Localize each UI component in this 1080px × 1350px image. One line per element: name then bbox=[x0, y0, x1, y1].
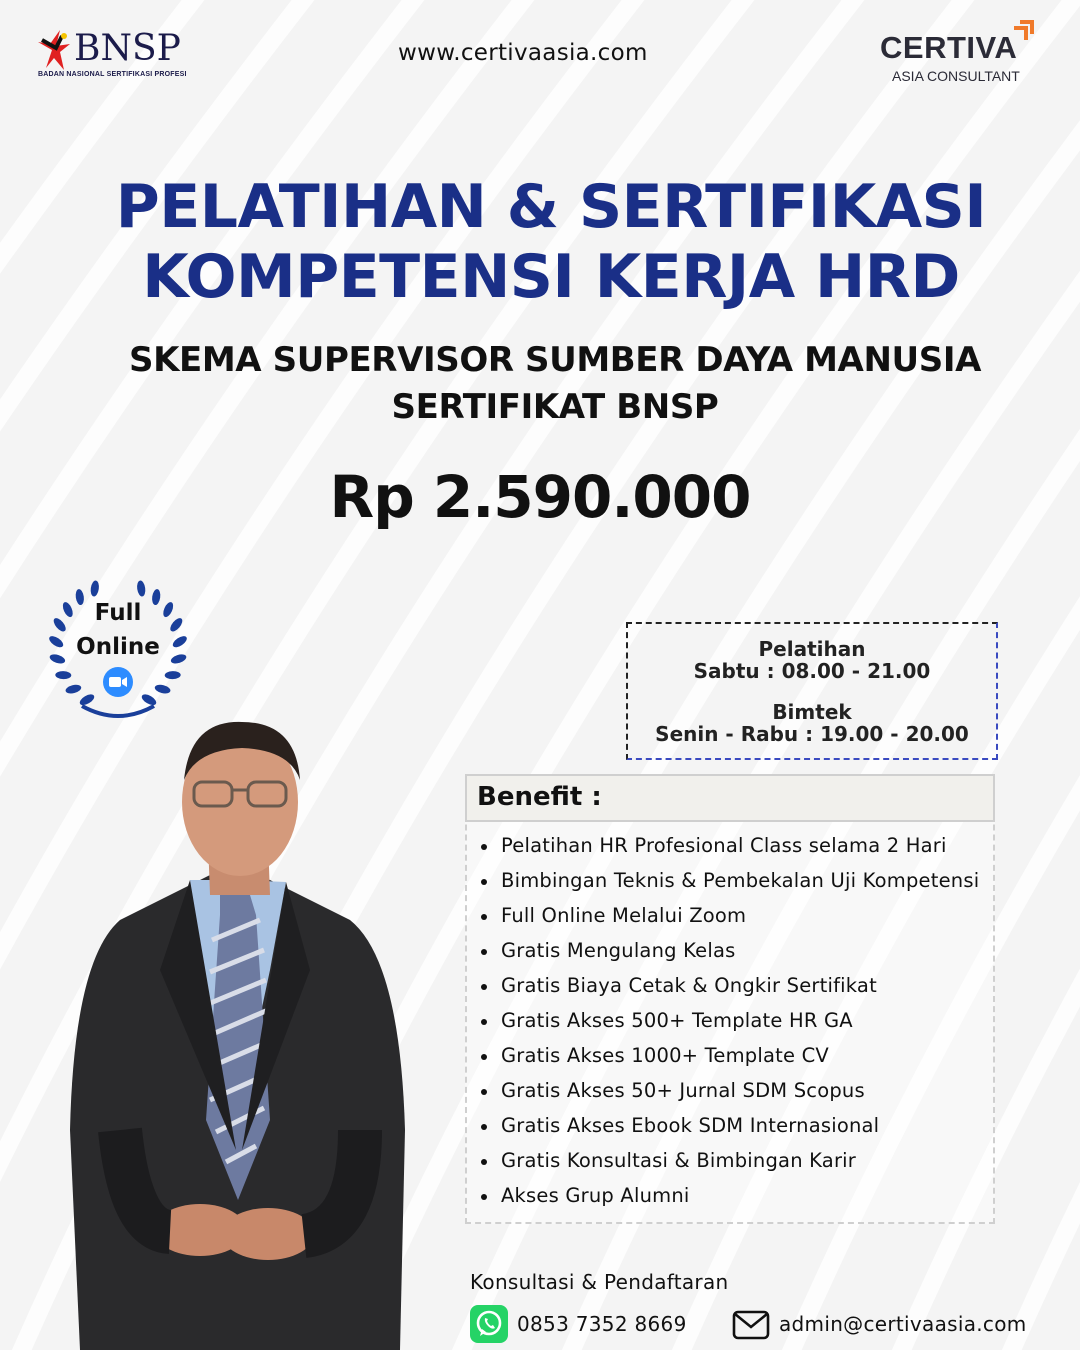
badge-line-1: Full bbox=[94, 600, 142, 626]
bnsp-logo-text: BNSP bbox=[74, 28, 181, 69]
laurel-leaf bbox=[165, 671, 181, 680]
list-item: Gratis Akses 500+ Template HR GA bbox=[481, 1007, 979, 1042]
bnsp-emblem-icon bbox=[34, 28, 74, 74]
list-item: Gratis Akses 1000+ Template CV bbox=[481, 1042, 979, 1077]
laurel-leaf bbox=[78, 692, 96, 707]
benefit-header bbox=[465, 774, 995, 822]
schedule-box bbox=[626, 622, 998, 760]
list-item: Gratis Konsultasi & Bimbingan Karir bbox=[481, 1147, 979, 1182]
email-address[interactable]: admin@certivaasia.com bbox=[779, 1312, 1027, 1336]
laurel-leaf bbox=[154, 683, 171, 695]
certiva-tagline: ASIA CONSULTANT bbox=[892, 68, 1020, 84]
full-online-badge bbox=[42, 580, 194, 720]
list-item: Full Online Melalui Zoom bbox=[481, 902, 979, 937]
subheadline-line-2: SERTIFIKAT BNSP bbox=[391, 387, 719, 427]
training-label: Pelatihan bbox=[758, 637, 866, 661]
certiva-logo bbox=[878, 20, 1048, 86]
badge-line-2: Online bbox=[76, 634, 160, 660]
laurel-leaf bbox=[136, 580, 146, 597]
benefit-list bbox=[481, 832, 979, 1217]
list-item: Pelatihan HR Profesional Class selama 2 Hari bbox=[481, 832, 979, 867]
list-item: Gratis Biaya Cetak & Ongkir Sertifikat bbox=[481, 972, 979, 1007]
contact-label: Konsultasi & Pendaftaran bbox=[470, 1270, 729, 1294]
laurel-leaf bbox=[55, 671, 71, 680]
benefit-title: Benefit : bbox=[477, 782, 602, 812]
training-time: Sabtu : 08.00 - 21.00 bbox=[693, 659, 931, 683]
list-item: Bimbingan Teknis & Pembekalan Uji Kompetensi bbox=[481, 867, 979, 902]
laurel-leaf bbox=[65, 683, 82, 695]
certiva-logo-text: CERTIVA bbox=[880, 30, 1018, 65]
subheadline-line-1: SKEMA SUPERVISOR SUMBER DAYA MANUSIA bbox=[129, 340, 981, 380]
bnsp-tagline: BADAN NASIONAL SERTIFIKASI PROFESI bbox=[38, 71, 187, 78]
envelope-icon[interactable] bbox=[732, 1310, 770, 1340]
benefit-box bbox=[465, 774, 995, 1224]
zoom-camera-icon bbox=[102, 666, 134, 698]
list-item: Akses Grup Alumni bbox=[481, 1182, 979, 1217]
certiva-arrow-icon bbox=[1010, 20, 1034, 46]
list-item: Gratis Akses 50+ Jurnal SDM Scopus bbox=[481, 1077, 979, 1112]
price: Rp 2.590.000 bbox=[329, 463, 751, 531]
whatsapp-icon[interactable] bbox=[470, 1305, 508, 1343]
person-photo bbox=[60, 710, 420, 1350]
bimtek-label: Bimtek bbox=[772, 700, 852, 724]
headline-line-1: PELATIHAN & SERTIFIKASI bbox=[115, 172, 987, 242]
bimtek-time: Senin - Rabu : 19.00 - 20.00 bbox=[655, 722, 969, 746]
laurel-leaf bbox=[140, 692, 158, 707]
bnsp-logo bbox=[34, 24, 194, 84]
list-item: Gratis Akses Ebook SDM Internasional bbox=[481, 1112, 979, 1147]
phone-number[interactable]: 0853 7352 8669 bbox=[517, 1312, 687, 1336]
website-url[interactable]: www.certivaasia.com bbox=[398, 40, 648, 66]
list-item: Gratis Mengulang Kelas bbox=[481, 937, 979, 972]
laurel-leaf bbox=[90, 580, 100, 597]
headline-line-2: KOMPETENSI KERJA HRD bbox=[142, 242, 960, 312]
